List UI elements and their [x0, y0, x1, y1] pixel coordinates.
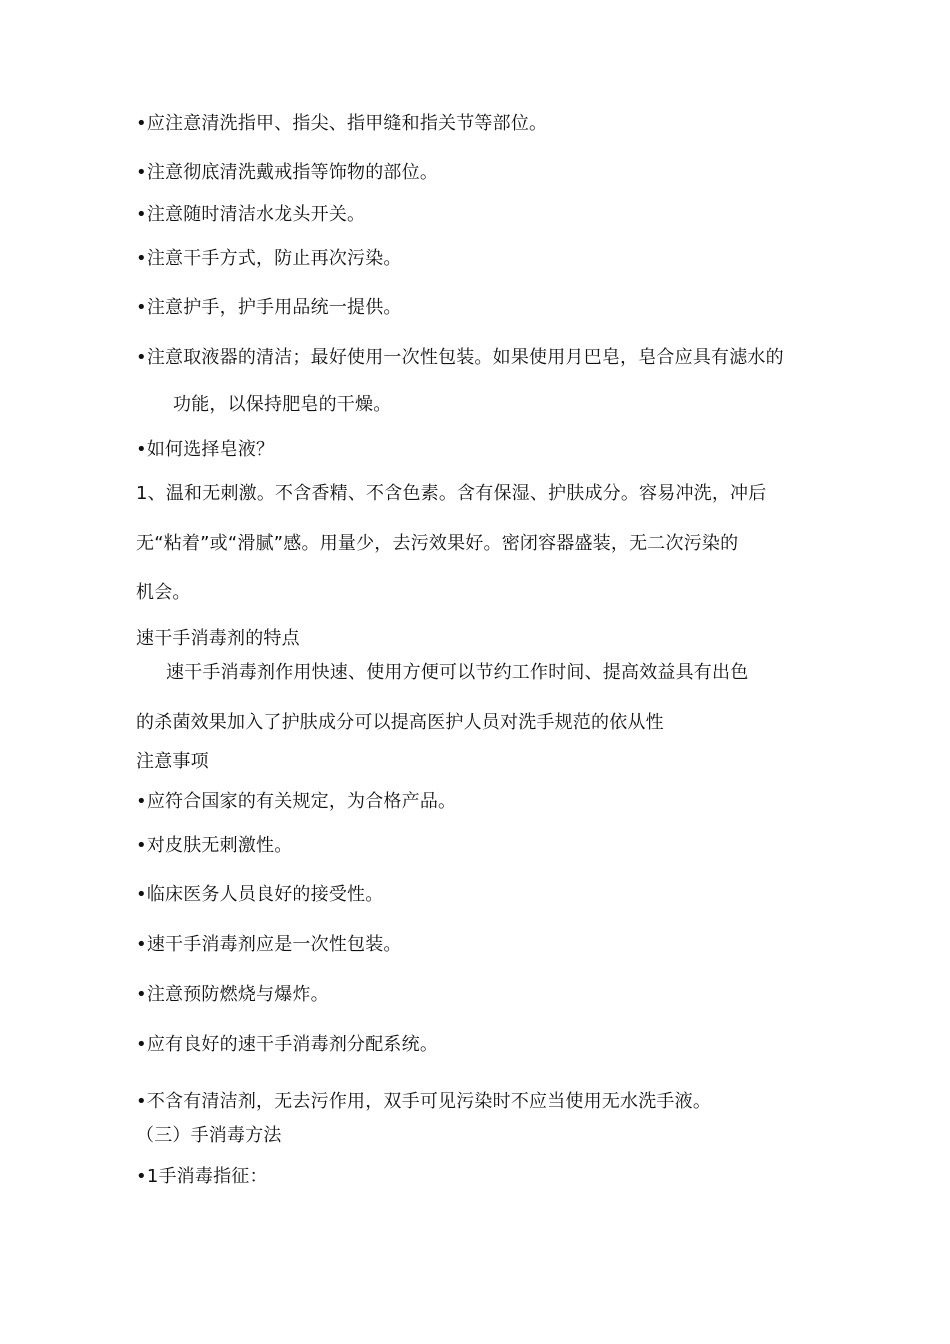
- text-line: •注意随时清洁水龙头开关。: [136, 204, 366, 225]
- text-line: 无“粘着”或“滑腻”感。用量少，去污效果好。密闭容器盛装，无二次污染的: [136, 533, 739, 554]
- text-line: •注意护手，护手用品统一提供。: [136, 297, 402, 318]
- text-line: 1、温和无刺激。不含香精、不含色素。含有保湿、护肤成分。容易冲洗，冲后: [136, 483, 767, 504]
- text-line: 功能，以保持肥皂的干燥。: [173, 394, 392, 415]
- text-line: •如何选择皂液？: [136, 439, 275, 460]
- text-line: •应符合国家的有关规定，为合格产品。: [136, 791, 457, 812]
- section-heading: （三）手消毒方法: [136, 1125, 282, 1146]
- text-line: •注意干手方式，防止再次污染。: [136, 248, 402, 269]
- text-line: •不含有清洁剂，无去污作用，双手可见污染时不应当使用无水洗手液。: [136, 1091, 712, 1112]
- text-line: •注意取液器的清洁；最好使用一次性包装。如果使用月巴皂，皂合应具有滤水的: [136, 347, 784, 368]
- text-line: •1手消毒指征：: [136, 1166, 268, 1187]
- text-line: •速干手消毒剂应是一次性包装。: [136, 934, 402, 955]
- text-line: •应注意清洗指甲、指尖、指甲缝和指关节等部位。: [136, 113, 548, 134]
- text-line: •注意预防燃烧与爆炸。: [136, 984, 329, 1005]
- text-line: •注意彻底清洗戴戒指等饰物的部位。: [136, 162, 439, 183]
- section-heading: 速干手消毒剂的特点: [136, 628, 300, 649]
- text-line: 机会。: [136, 582, 191, 603]
- text-line: •临床医务人员良好的接受性。: [136, 884, 384, 905]
- text-line: •对皮肤无刺激性。: [136, 835, 293, 856]
- text-line: 的杀菌效果加入了护肤成分可以提高医护人员对洗手规范的依从性: [136, 712, 664, 733]
- section-heading: 注意事项: [136, 751, 209, 772]
- text-line: 速干手消毒剂作用快速、使用方便可以节约工作时间、提高效益具有出色: [166, 662, 749, 683]
- text-line: •应有良好的速干手消毒剂分配系统。: [136, 1034, 439, 1055]
